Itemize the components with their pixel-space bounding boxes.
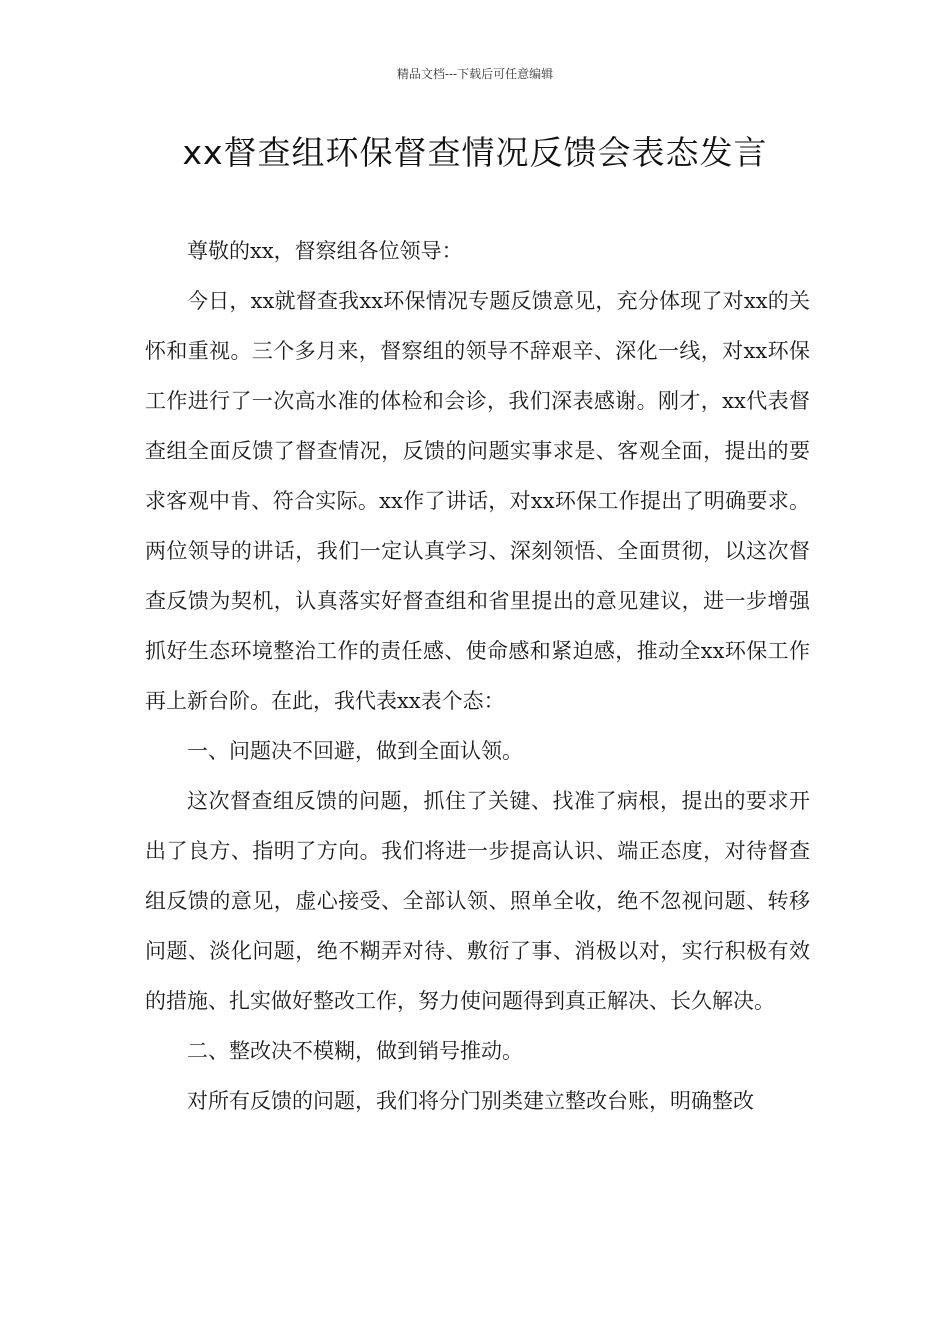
paragraph-intro: 今日，xx就督查我xx环保情况专题反馈意见，充分体现了对xx的关怀和重视。三个多月来，督察组的领导不辞艰辛、深化一线，对xx环保工作进行了一次高水准的体检和会诊，我们深表感谢。刚才，xx代表督查组全面反馈了督查情况，反馈的问题实事求是、客观全面，提出的要求客观中肯、符合实际。xx作了讲话，对xx环保工作提出了明确要求。两位领导的讲话，我们一定认真学习、深刻领悟、全面贯彻，以这次督查反馈为契机，认真落实好督查组和省里提出的意见建议，进一步增强抓好生态环境整治工作的责任感、使命感和紧迫感，推动全xx环保工作再上新台阶。在此，我代表xx表个态： (145, 289, 810, 713)
salutation: 尊敬的xx，督察组各位领导： (187, 239, 463, 263)
paragraph-section-1: 这次督查组反馈的问题，抓住了关键、找准了病根，提出的要求开出了良方、指明了方向。我们将进一步提高认识、端正态度，对待督查组反馈的意见，虚心接受、全部认领、照单全收，绝不忽视问题、转移问题、淡化问题，绝不糊弄对待、敷衍了事、消极以对，实行积极有效的措施、扎实做好整改工作，努力使问题得到真正解决、长久解决。 (145, 789, 810, 1013)
header-note: 精品文档---下载后可任意编辑 (396, 67, 554, 81)
section-heading-2: 二、整改决不模糊，做到销号推动。 (187, 1039, 523, 1063)
document-body (145, 226, 810, 1126)
paragraph-section-2: 对所有反馈的问题，我们将分门别类建立整改台账，明确整改 (187, 1089, 754, 1113)
section-heading-1: 一、问题决不回避，做到全面认领。 (187, 739, 523, 763)
document-title: xx督查组环保督查情况反馈会表态发言 (182, 133, 768, 172)
